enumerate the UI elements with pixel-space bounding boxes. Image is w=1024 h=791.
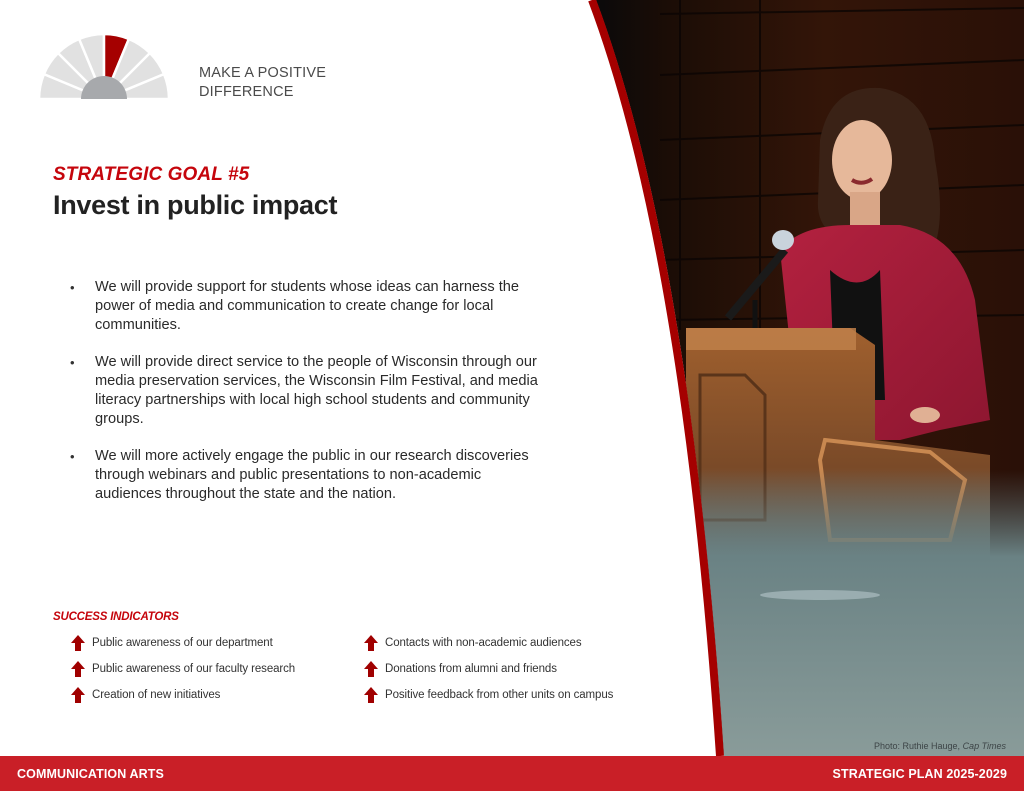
indicator-item — [71, 686, 295, 703]
indicator-label: Creation of new initiatives — [92, 688, 221, 701]
indicator-label: Donations from alumni and friends — [385, 662, 557, 675]
bullet-item — [70, 447, 540, 504]
photo-credit-source: Cap Times — [962, 741, 1006, 751]
arrow-up-icon — [364, 687, 378, 703]
success-indicators-title: SUCCESS INDICATORS — [53, 611, 179, 623]
footer-department: COMMUNICATION ARTS — [17, 766, 164, 781]
section-label — [199, 64, 326, 102]
bullet-icon: • — [70, 280, 75, 295]
bullet-item — [70, 353, 540, 429]
success-indicators-left — [71, 634, 295, 712]
bullet-text: We will provide support for students whose ideas can harness the power of media and communication to create change for local communities. — [95, 279, 519, 333]
bullet-text: We will more actively engage the public in our research discoveries through webinars and public presentations to non-academic audiences throughout the state and the nation. — [95, 448, 529, 502]
indicator-label: Positive feedback from other units on campus — [385, 688, 614, 701]
goal-kicker: STRATEGIC GOAL #5 — [53, 164, 250, 185]
indicator-item — [364, 686, 613, 703]
indicator-label: Public awareness of our department — [92, 636, 273, 649]
bullet-text: We will provide direct service to the people of Wisconsin through our media preservation services, the Wisconsin Film Festival, and media literacy partnerships with local high school students and community groups. — [95, 354, 538, 427]
arrow-up-icon — [364, 635, 378, 651]
indicator-item — [364, 634, 613, 651]
indicator-item — [71, 634, 295, 651]
indicator-item — [364, 660, 613, 677]
photo-credit — [874, 741, 1006, 751]
bullet-icon: • — [70, 355, 75, 370]
success-indicators-right — [364, 634, 613, 712]
bullet-icon: • — [70, 449, 75, 464]
arrow-up-icon — [71, 687, 85, 703]
section-label-line1: MAKE A POSITIVE — [199, 65, 327, 81]
bullet-item — [70, 278, 540, 335]
arrow-up-icon — [364, 661, 378, 677]
goal-bullet-list — [70, 278, 540, 522]
page-title: Invest in public impact — [53, 190, 338, 220]
arrow-up-icon — [71, 635, 85, 651]
indicator-item — [71, 660, 295, 677]
photo-credit-prefix: Photo: Ruthie Hauge, — [874, 741, 963, 751]
section-label-line2: DIFFERENCE — [199, 84, 294, 100]
indicator-label: Contacts with non-academic audiences — [385, 636, 582, 649]
footer-bar — [0, 756, 1024, 791]
arrow-up-icon — [71, 661, 85, 677]
gauge-semicircle-icon — [38, 32, 170, 100]
indicator-label: Public awareness of our faculty research — [92, 662, 296, 675]
footer-plan-title: STRATEGIC PLAN 2025-2029 — [832, 766, 1007, 781]
